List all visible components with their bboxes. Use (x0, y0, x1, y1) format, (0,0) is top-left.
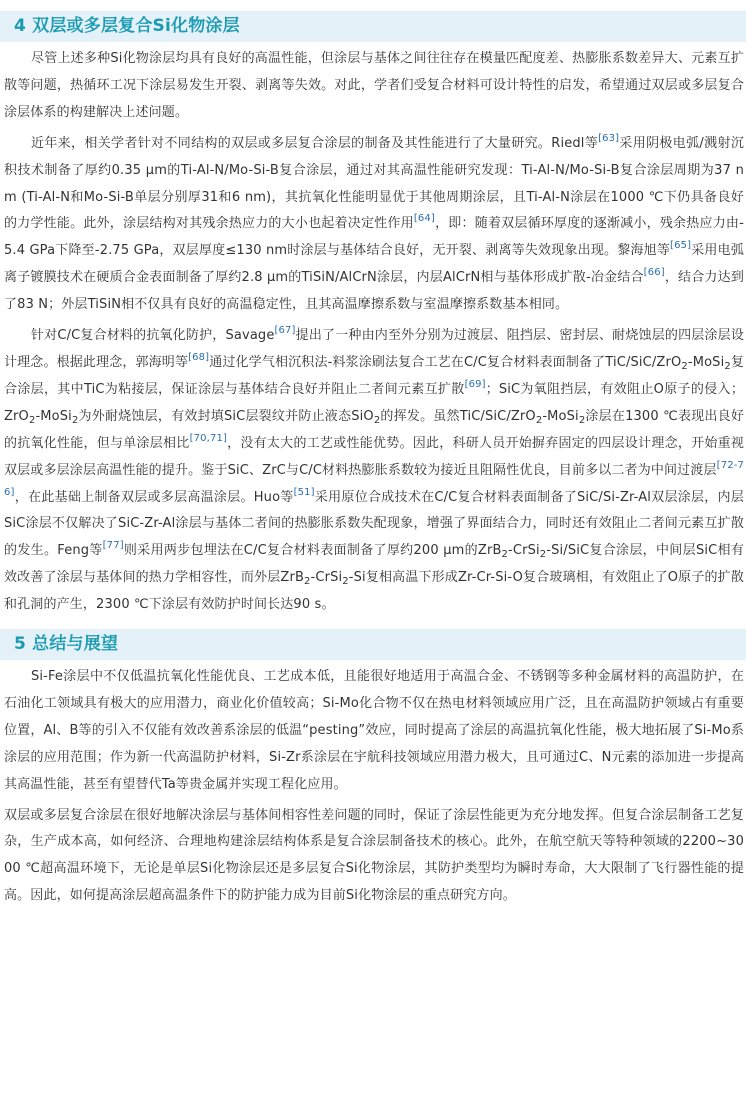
citation-link[interactable]: [70,71] (189, 432, 228, 444)
section-4-paragraph-2: 近年来，相关学者针对不同结构的双层或多层复合涂层的制备及其性能进行了大量研究。Riedl等[63]采用阴极电弧/溅射沉积技术制备了厚约0.35 μm的Ti-Al-N/Mo-Si-B复合涂层，通过对其高温性能研究发现：Ti-Al-N/Mo-Si-B复合涂层周期为37 nm (Ti-Al-N和Mo-Si-B单层分别厚31和6 nm)，其抗氧化性能明显优于其他周期涂层，且Ti-Al-N涂层在1000 ℃下仍具备良好的力学性能。此外，涂层结构对其残余热应力的大小也起着决定性作用[64]，即：随着双层循环厚度的逐渐减小，残余热应力由-5.4 GPa下降至-2.75 GPa，双层厚度≤130 nm时涂层与基体结合良好，无开裂、剥离等失效现象出现。黎海旭等[65]采用电弧离子镀膜技术在硬质合金表面制备了厚约2.8 μm的TiSiN/AlCrN涂层，内层AlCrN相与基体形成扩散-冶金结合[66]，结合力达到了83 N；外层TiSiN相不仅具有良好的高温稳定性，且其高温摩擦系数与室温摩擦系数基本相同。 (4, 132, 744, 313)
section-5-paragraph-1: Si-Fe涂层中不仅低温抗氧化性能优良、工艺成本低，且能很好地适用于高温合金、不锈钢等多种金属材料的高温防护，在石油化工领域具有极大的应用潜力，商业化价值较高；Si-Mo化合物不仅在热电材料领域应用广泛，且在高温防护领域占有重要位置，Al、B等的引入不仅能有效改善系涂层的低温“pesting”效应，同时提高了涂层的高温抗氧化性能，极大地拓展了Si-Mo系涂层的应用范围；作为新一代高温防护材料，Si-Zr系涂层在宇航科技领域应用潜力极大，且可通过C、N元素的添加进一步提高其高温性能，甚至有望替代Ta等贵金属并实现工程化应用。 (4, 669, 744, 792)
article-page (0, 11, 746, 910)
citation-link[interactable]: [69] (464, 378, 486, 390)
citation-link[interactable]: [77] (102, 540, 124, 552)
citation-link[interactable]: [64] (413, 213, 435, 225)
citation-link[interactable]: [72-76] (4, 459, 744, 498)
citation-link[interactable]: [65] (670, 240, 692, 252)
citation-link[interactable]: [67] (274, 325, 296, 337)
section-5-paragraph-2: 双层或多层复合涂层在很好地解决涂层与基体间相容性差问题的同时，保证了涂层性能更为充分地发挥。但复合涂层制备工艺复杂，生产成本高，如何经济、合理地构建涂层结构体系是复合涂层制备技术的核心。此外，在航空航天等特种领域的2200~3000 ℃超高温环境下，无论是单层Si化物涂层还是多层复合Si化物涂层，其防护类型均为瞬时寿命，大大限制了飞行器性能的提高。因此，如何提高涂层超高温条件下的防护能力成为目前Si化物涂层的重点研究方向。 (4, 807, 744, 904)
citation-link[interactable]: [66] (643, 267, 665, 279)
citation-link[interactable]: [68] (188, 351, 210, 363)
section-4-paragraph-1: 尽管上述多种Si化物涂层均具有良好的高温性能，但涂层与基体之间往往存在模量匹配度差、热膨胀系数差异大、元素互扩散等问题，热循环工况下涂层易发生开裂、剥离等失效。对此，学者们受复合材料可设计特性的启发，希望通过双层或多层复合涂层体系的构建解决上述问题。 (4, 51, 744, 120)
section-4-paragraph-3: 针对C/C复合材料的抗氧化防护，Savage[67]提出了一种由内至外分别为过渡层、阻挡层、密封层、耐烧蚀层的四层涂层设计理念。根据此理念，郭海明等[68]通过化学气相沉积法-料浆涂刷法复合工艺在C/C复合材料表面制备了TiC/SiC/ZrO$_2$-MoSi$_2$复合涂层，其中TiC为粘接层，保证涂层与基体结合良好并阻止二者间元素互扩散[69]；SiC为氧阻挡层，有效阻止O原子的侵入；ZrO$_2$-MoSi$_2$为外耐烧蚀层，有效封填SiC层裂纹并防止液态SiO$_2$的挥发。虽然TiC/SiC/ZrO$_2$-MoSi$_2$涂层在1300 ℃表现出良好的抗氧化性能，但与单涂层相比[70,71]，没有太大的工艺或性能优势。因此，科研人员开始摒弃固定的四层设计理念，开始重视双层或多层涂层高温性能的提升。鉴于SiC、ZrC与C/C材料热膨胀系数较为接近且阻隔性优良，目前多以二者为中间过渡层[72-76]，在此基础上制备双层或多层高温涂层。Huo等[51]采用原位合成技术在C/C复合材料表面制备了SiC/Si-Zr-Al双层涂层，内层SiC涂层不仅解决了SiC-Zr-Al涂层与基体二者间的热膨胀系数失配现象，增强了界面结合力，同时还有效阻止二者间元素互扩散的发生。Feng等[77]则采用两步包埋法在C/C复合材料表面制备了厚约200 μm的ZrB$_2$-CrSi$_2$-Si/SiC复合涂层，中间层SiC相有效改善了涂层与基体间的热力学相容性，而外层ZrB$_2$-CrSi$_2$-Si复相高温下形成Zr-Cr-Si-O复合玻璃相，有效阻止了O原子的扩散和孔洞的产生，2300 ℃下涂层有效防护时间长达90 s。 (4, 325, 745, 613)
section-5-heading: 5 总结与展望 (0, 629, 746, 660)
citation-link[interactable]: [63] (598, 132, 620, 144)
section-4-heading: 4 双层或多层复合Si化物涂层 (0, 11, 746, 42)
citation-link[interactable]: [51] (293, 486, 315, 498)
